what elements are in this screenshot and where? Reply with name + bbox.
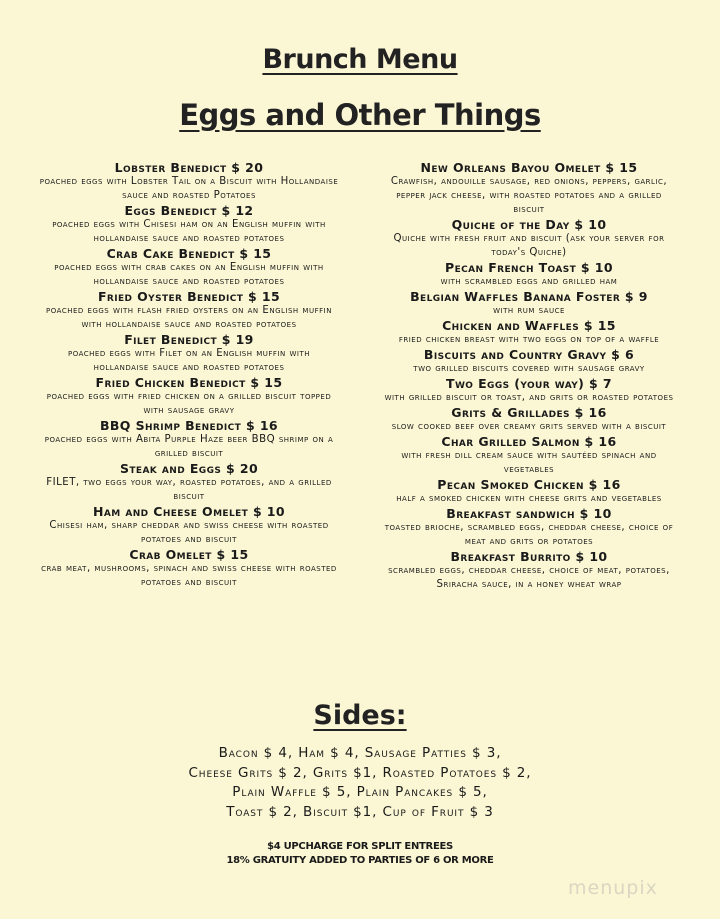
sides-line: Plain Waffle $ 5, Plain Pancakes $ 5, (232, 784, 488, 800)
menu-item-description: with grilled biscuit or toast, and grits or roasted potatoes (384, 392, 674, 403)
menu-item-description: crab meat, mushrooms, spinach and swiss cheese with roasted potatoes and biscuit (41, 563, 337, 588)
menu-item-description: fried chicken breast with two eggs on top of a waffle (398, 334, 660, 345)
menu-item (39, 246, 339, 289)
menu-item (379, 160, 679, 217)
menu-item (39, 289, 339, 332)
gratuity-note: 18% GRATUITY ADDED TO PARTIES OF 6 OR MORE (226, 855, 494, 866)
menu-item-name: Char Grilled Salmon $ 16 (441, 434, 617, 449)
menu-item-name: Lobster Benedict $ 20 (114, 160, 264, 175)
menu-item-name: Eggs Benedict $ 12 (124, 203, 254, 218)
menu-item (379, 549, 679, 592)
menu-item-description: FILET, two eggs your way, roasted potatoes, and a grilled biscuit (46, 477, 332, 502)
menu-item (379, 217, 679, 260)
section-title: Eggs and Other Things (179, 98, 541, 132)
menu-item-description: with scrambled eggs and grilled ham (440, 276, 618, 287)
menu-item-name: Two Eggs (your way) $ 7 (446, 376, 612, 391)
menu-item (379, 506, 679, 549)
menu-item-description: slow cooked beef over creamy grits served with a biscuit (391, 421, 667, 432)
menu-item-description: scrambled eggs, cheddar cheese, choice of meat, potatoes, Sriracha sauce, in a honey wheat wrap (388, 565, 670, 590)
menu-item-description: poached eggs with Filet on an English muffin with hollandaise sauce and roasted potatoes (68, 348, 310, 373)
menu-item (379, 318, 679, 347)
menu-item-name: Belgian Waffles Banana Foster $ 9 (410, 289, 648, 304)
menu-item-name: Filet Benedict $ 19 (124, 332, 254, 347)
menu-item-description: toasted brioche, scrambled eggs, cheddar cheese, choice of meat and grits or potatoes (384, 522, 674, 547)
sides-line: Toast $ 2, Biscuit $1, Cup of Fruit $ 3 (226, 803, 494, 820)
left-column (39, 160, 339, 590)
menu-item-name: Breakfast Burrito $ 10 (450, 549, 608, 564)
menu-item-description: poached eggs with Chisesi ham on an English muffin with hollandaise sauce and roasted potatoes (52, 219, 326, 244)
footer-notes (0, 840, 720, 868)
menu-item-description: poached eggs with flash fried oysters on an English muffin with hollandaise sauce and roasted potatoes (46, 305, 332, 330)
menu-item-name: New Orleans Bayou Omelet $ 15 (420, 160, 638, 175)
menu-item-description: Chisesi ham, sharp cheddar and swiss cheese with roasted potatoes and biscuit (49, 520, 329, 545)
menu-item (379, 260, 679, 289)
menu-item-description: poached eggs with Lobster Tail on a Biscuit with Hollandaise sauce and roasted Potatoes (39, 176, 339, 201)
menu-item-description: with fresh dill cream sauce with sautéed spinach and vegetables (401, 450, 657, 475)
menu-item-description: two grilled biscuits covered with sausage gravy (413, 363, 645, 374)
split-charge-note: $4 UPCHARGE FOR SPLIT ENTREES (267, 841, 453, 852)
menu-item-description: poached eggs with crab cakes on an English muffin with hollandaise sauce and roasted potatoes (54, 262, 324, 287)
menu-item-name: Crab Cake Benedict $ 15 (106, 246, 272, 261)
menu-item (39, 203, 339, 246)
menu-item (379, 477, 679, 506)
menu-item-description: poached eggs with fried chicken on a grilled biscuit topped with sausage gravy (46, 391, 332, 416)
menu-item-name: Fried Oyster Benedict $ 15 (97, 289, 281, 304)
menu-item-description: half a smoked chicken with cheese grits and vegetables (396, 493, 662, 504)
menu-item (39, 418, 339, 461)
sides-list (0, 744, 720, 822)
menu-item (39, 547, 339, 590)
watermark-logo: menupix (568, 877, 658, 899)
menu-item-name: Pecan French Toast $ 10 (445, 260, 613, 275)
menu-item-name: Fried Chicken Benedict $ 15 (95, 375, 283, 390)
menu-item (379, 289, 679, 318)
menu-item (39, 504, 339, 547)
menu-item-name: BBQ Shrimp Benedict $ 16 (99, 418, 279, 433)
sides-title: Sides: (313, 700, 407, 731)
menu-item (379, 347, 679, 376)
menu-item-name: Chicken and Waffles $ 15 (442, 318, 616, 333)
sides-line: Cheese Grits $ 2, Grits $1, Roasted Potatoes $ 2, (188, 764, 532, 781)
menu-item (379, 434, 679, 477)
right-column (379, 160, 679, 592)
menu-item-name: Pecan Smoked Chicken $ 16 (437, 477, 621, 492)
sides-line: Bacon $ 4, Ham $ 4, Sausage Patties $ 3, (218, 745, 502, 761)
menu-item-name: Ham and Cheese Omelet $ 10 (93, 504, 285, 519)
menu-item (39, 160, 339, 203)
menu-item-name: Grits & Grillades $ 16 (451, 405, 607, 420)
menu-item (379, 376, 679, 405)
menu-item (39, 332, 339, 375)
menu-item-name: Biscuits and Country Gravy $ 6 (423, 347, 635, 362)
menu-item-name: Quiche of the Day $ 10 (451, 217, 607, 232)
menu-item-name: Crab Omelet $ 15 (129, 547, 249, 562)
menu-item (39, 375, 339, 418)
menu-item (39, 461, 339, 504)
menu-item-description: Crawfish, andouille sausage, red onions, peppers, garlic, pepper jack cheese, with roasted potatoes and a grilled biscuit (390, 176, 668, 215)
menu-item-description: poached eggs with Abita Purple Haze beer BBQ shrimp on a grilled biscuit (44, 434, 334, 459)
menu-title: Brunch Menu (262, 44, 458, 75)
menu-item-name: Steak and Eggs $ 20 (119, 461, 259, 476)
menu-item-description: Quiche with fresh fruit and biscuit (ask your server for today's Quiche) (393, 233, 665, 258)
menu-item (379, 405, 679, 434)
menu-item-name: Breakfast sandwich $ 10 (446, 506, 612, 521)
menu-item-description: with rum sauce (493, 305, 565, 316)
